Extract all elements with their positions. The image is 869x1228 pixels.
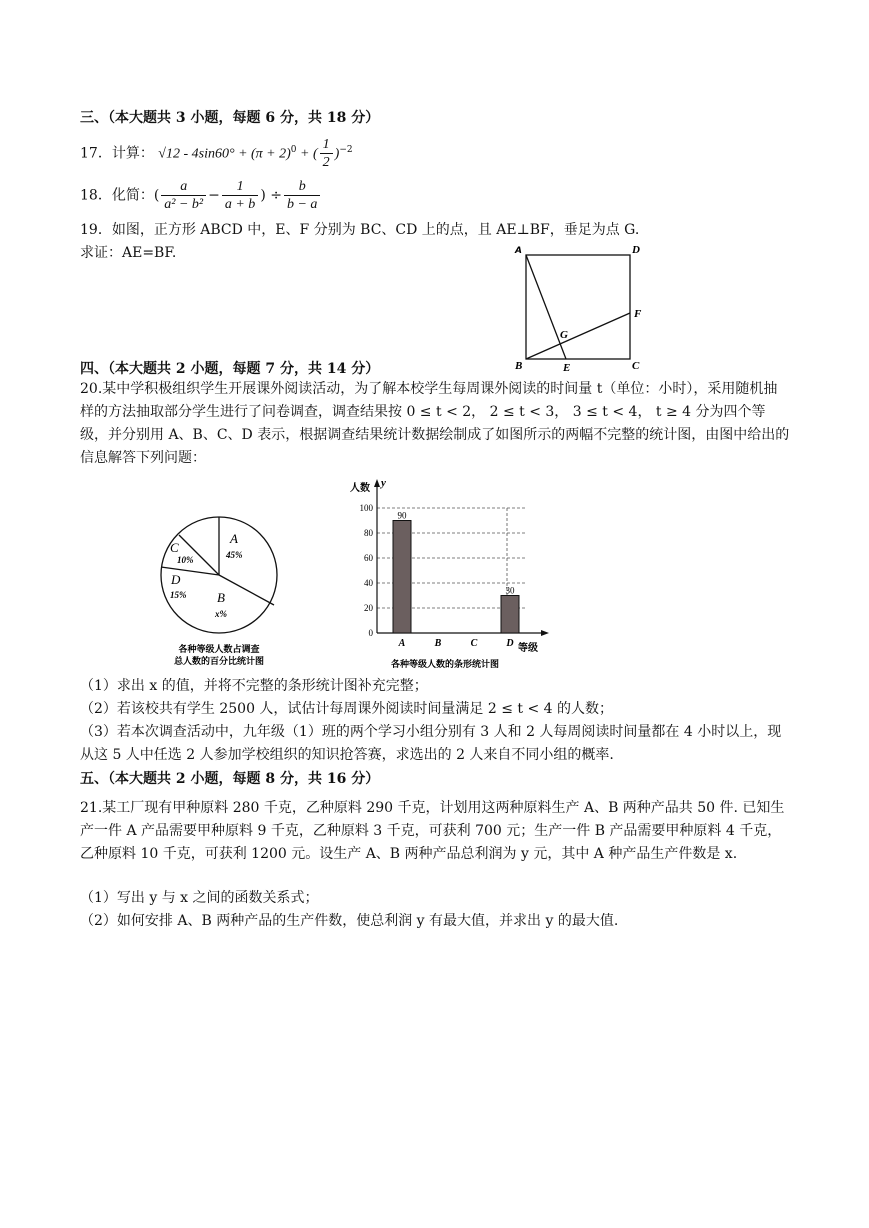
bar-data-label: 30 — [505, 585, 515, 596]
bar-ytick-label: 20 — [364, 603, 373, 613]
q21-sub1: （1）写出 y 与 x 之间的函数关系式； — [80, 890, 319, 906]
q18-f3-num: b — [284, 178, 320, 196]
pie-label-c: C — [170, 540, 179, 555]
q17-num: 1 — [320, 136, 333, 154]
pie-chart — [150, 505, 290, 675]
pie-caption-2: 总人数的百分比统计图 — [173, 656, 265, 666]
bar-ytick-label: 0 — [368, 628, 373, 638]
bar-y-arrow — [374, 479, 380, 487]
q21-text: 21.某工厂现有甲种原料 280 千克，乙种原料 290 千克，计划用这两种原料生产 A、B 两种产品共 50 件. 已知生产一件 A 产品需要甲种原料 9 千克，乙种原料 3 千克，可获利 700 元；生产一件 B 产品需要甲种原料 4 千克，乙种原料 10 千克，可获利 1200 元。设生产 A、B 两种产品总利润为 y 元，其中 A 种产品生产件数是 x. — [80, 800, 785, 862]
q19-line2: 求证：AE=BF. — [80, 245, 177, 261]
q18-fraction-1 — [161, 178, 206, 213]
bar-xtick-label: D — [506, 638, 514, 649]
pie-caption-1: 各种等级人数占调查 — [178, 644, 260, 654]
q17-close: ) — [334, 146, 340, 162]
q18-f3-den: b − a — [286, 197, 318, 212]
bar-D — [501, 596, 519, 634]
q18-f2-num: 1 — [222, 178, 258, 196]
bar-y-letter: y — [381, 477, 386, 489]
bar-ytick-label: 60 — [364, 553, 373, 563]
label-e: E — [563, 362, 571, 374]
pie-pct-b: x% — [215, 609, 227, 619]
q18-div: ) ÷ — [260, 187, 282, 204]
label-a: A — [515, 246, 522, 256]
q19-line1: 19．如图，正方形 ABCD 中，E、F 分别为 BC、CD 上的点，且 AE⊥BF，垂足为点 G. — [80, 222, 640, 238]
segment-bf — [526, 313, 630, 359]
q18-prefix: 18．化简：( — [80, 187, 160, 204]
bar-xtick-label: B — [434, 638, 442, 649]
pie-pct-c: 10% — [177, 555, 194, 565]
square-abcd — [526, 255, 630, 359]
section5-heading: 五、（本大题共 2 小题，每题 8 分，共 16 分） — [80, 771, 380, 787]
bar-A — [393, 521, 411, 634]
q17-exp: −2 — [339, 144, 353, 155]
bar-ytick-label: 80 — [364, 528, 373, 538]
bar-xtick-label: C — [470, 638, 478, 649]
pie-label-b: B — [217, 590, 225, 605]
q17-den: 2 — [322, 155, 330, 170]
label-g: G — [560, 329, 568, 341]
section4-heading: 四、（本大题共 2 小题，每题 7 分，共 14 分） — [80, 361, 380, 377]
bar-title: 各种等级人数的条形统计图 — [390, 659, 500, 669]
q20-text: 20.某中学积极组织学生开展课外阅读活动，为了解本校学生每周课外阅读的时间量 t（单位：小时），采用随机抽样的方法抽取部分学生进行了问卷调查，调查结果按 0 ≤ t < 2， 2 ≤ t < 3， 3 ≤ t < 4， t ≥ 4 分为四个等级，并分别用 A、B、C、D 表示，根据调查结果统计数据绘制成了如图所示的两幅不完整的统计图，由图中给出的信息解答下列问题： — [80, 381, 790, 466]
q17-prefix: 17．计算： — [80, 145, 154, 162]
pie-label-a: A — [230, 531, 238, 546]
bar-data-label: 90 — [397, 510, 407, 521]
bar-x-arrow — [541, 630, 549, 636]
pie-label-d: D — [171, 572, 181, 587]
bar-xtick-label: A — [398, 638, 406, 649]
bar-layer — [360, 479, 550, 649]
q18-fraction-2 — [222, 178, 258, 213]
q20-sub1: （1）求出 x 的值，并将不完整的条形统计图补充完整； — [80, 678, 428, 694]
section3-heading: 三、（本大题共 3 小题，每题 6 分，共 18 分） — [80, 110, 380, 126]
bar-xlabel: 等级 — [518, 643, 538, 654]
square-figure — [505, 238, 655, 374]
q18-f2-den: a + b — [224, 197, 256, 212]
q21-sub2: （2）如何安排 A、B 两种产品的生产件数，使总利润 y 有最大值，并求出 y 的最大值. — [80, 913, 619, 929]
pie-pct-d: 15% — [170, 590, 187, 600]
bar-ytick-label: 100 — [359, 503, 373, 513]
q17-expr: √12 - 4sin60° + (π + 2) — [158, 146, 291, 162]
pie-pct-a: 45% — [226, 550, 243, 560]
label-c: C — [632, 360, 640, 372]
bar-ylabel: 人数 — [350, 483, 370, 494]
q18 — [80, 178, 322, 213]
q17-fraction — [320, 136, 333, 171]
label-b: B — [515, 360, 523, 372]
q17-exp0: 0 — [290, 144, 297, 155]
q20-sub2: （2）若该校共有学生 2500 人，试估计每周课外阅读时间量满足 2 ≤ t < 4 的人数； — [80, 701, 614, 717]
q17 — [80, 136, 353, 171]
bar-ytick-label: 40 — [364, 578, 373, 588]
q18-f1-den: a² − b² — [164, 197, 204, 212]
bar-chart — [345, 475, 555, 675]
q18-f1-num: a — [161, 178, 206, 196]
label-d: D — [632, 244, 640, 256]
q20-sub3: （3）若本次调查活动中，九年级（1）班的两个学习小组分别有 3 人和 2 人每周阅读时间量都在 4 小时以上，现从这 5 人中任选 2 人参加学校组织的知识抢答赛，求选出的 2 人来自不同小组的概率. — [80, 724, 782, 763]
q18-fraction-3 — [284, 178, 320, 213]
q17-plus: + ( — [296, 146, 318, 162]
label-f: F — [634, 308, 642, 320]
q18-minus: − — [208, 187, 220, 204]
